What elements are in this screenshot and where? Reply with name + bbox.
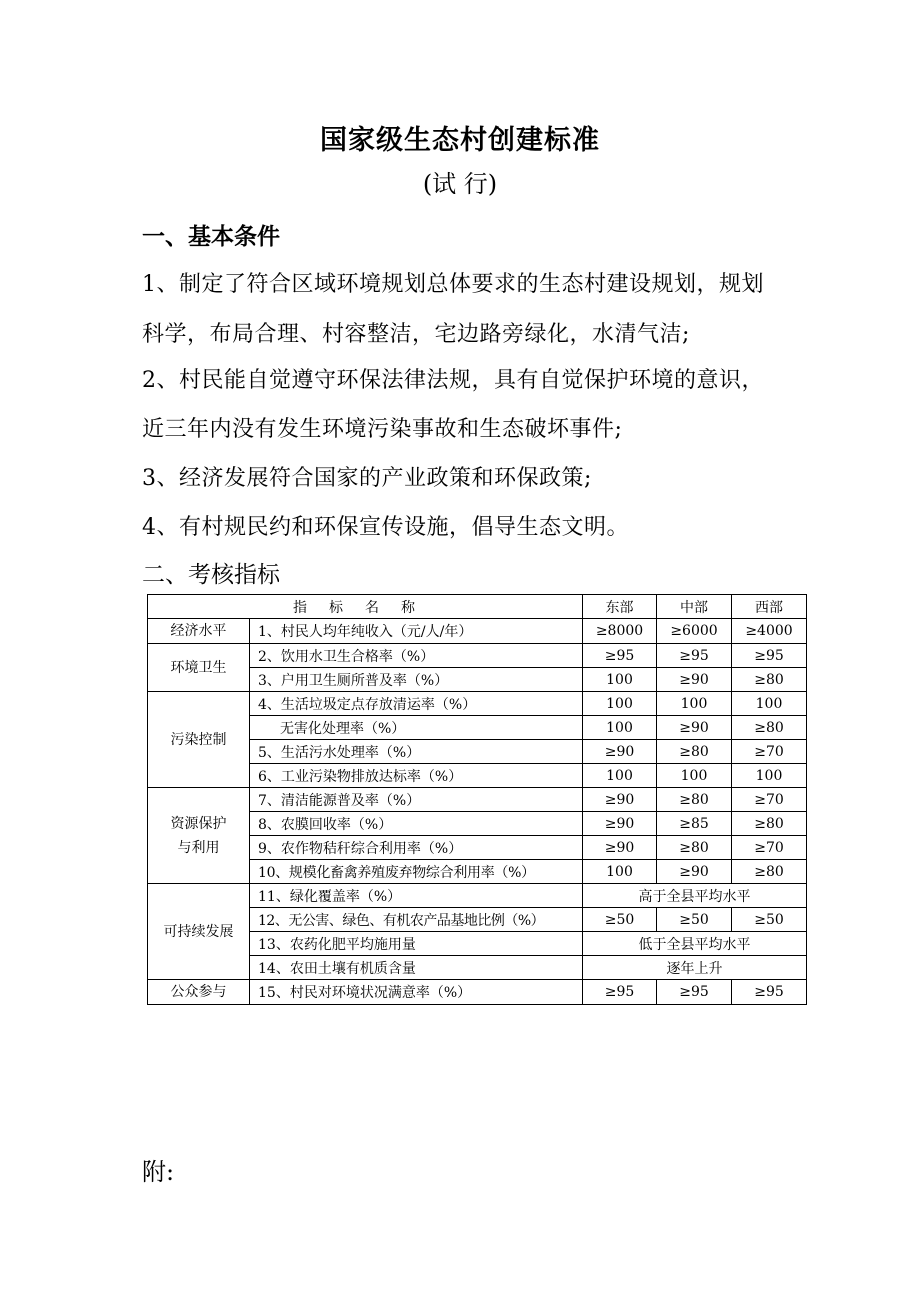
value-west: ≥95 xyxy=(732,980,807,1005)
value-east: 100 xyxy=(583,860,657,884)
value-central: ≥90 xyxy=(657,668,732,692)
table-header-row xyxy=(148,595,807,619)
attachment-label: 附: xyxy=(142,1158,175,1186)
value-central: ≥90 xyxy=(657,716,732,740)
value-west: ≥70 xyxy=(732,740,807,764)
value-west: 100 xyxy=(732,692,807,716)
value-central: ≥90 xyxy=(657,860,732,884)
table-row xyxy=(148,980,807,1005)
value-east: ≥90 xyxy=(583,812,657,836)
indicator-name: 4、生活垃圾定点存放清运率（%） xyxy=(250,692,583,716)
indicator-name: 5、生活污水处理率（%） xyxy=(250,740,583,764)
value-merged: 高于全县平均水平 xyxy=(583,884,807,908)
value-central: ≥95 xyxy=(657,644,732,668)
value-west: ≥50 xyxy=(732,908,807,932)
table-row xyxy=(148,619,807,644)
header-east: 东部 xyxy=(583,595,657,619)
indicator-name: 9、农作物秸秆综合利用率（%） xyxy=(250,836,583,860)
value-merged: 低于全县平均水平 xyxy=(583,932,807,956)
page-title: 国家级生态村创建标准 xyxy=(320,125,600,156)
value-west: ≥70 xyxy=(732,836,807,860)
value-east: ≥8000 xyxy=(583,619,657,644)
value-west: ≥95 xyxy=(732,644,807,668)
table-row xyxy=(148,788,807,812)
table-row xyxy=(148,884,807,908)
page-subtitle: (试 行) xyxy=(422,170,498,198)
indicator-name: 6、工业污染物排放达标率（%） xyxy=(250,764,583,788)
value-east: 100 xyxy=(583,668,657,692)
value-west: ≥80 xyxy=(732,812,807,836)
value-west: ≥80 xyxy=(732,716,807,740)
category-pollution: 污染控制 xyxy=(148,692,250,788)
value-central: ≥6000 xyxy=(657,619,732,644)
value-central: ≥50 xyxy=(657,908,732,932)
value-east: ≥95 xyxy=(583,644,657,668)
indicator-name: 8、农膜回收率（%） xyxy=(250,812,583,836)
indicator-name: 12、无公害、绿色、有机农产品基地比例（%） xyxy=(250,908,583,932)
value-central: ≥80 xyxy=(657,788,732,812)
paragraph-line: 近三年内没有发生环境污染事故和生态破坏事件; xyxy=(142,417,623,442)
value-central: ≥85 xyxy=(657,812,732,836)
indicator-name: 15、村民对环境状况满意率（%） xyxy=(250,980,583,1005)
paragraph-line: 科学，布局合理、村容整洁，宅边路旁绿化，水清气洁; xyxy=(142,322,690,347)
paragraph-line: 2、村民能自觉遵守环保法律法规，具有自觉保护环境的意识， xyxy=(142,368,764,393)
indicator-name: 7、清洁能源普及率（%） xyxy=(250,788,583,812)
category-sanitation: 环境卫生 xyxy=(148,644,250,692)
indicator-name: 3、户用卫生厕所普及率（%） xyxy=(250,668,583,692)
header-west: 西部 xyxy=(732,595,807,619)
header-central: 中部 xyxy=(657,595,732,619)
indicator-name: 无害化处理率（%） xyxy=(250,716,583,740)
value-west: ≥80 xyxy=(732,668,807,692)
value-central: ≥95 xyxy=(657,980,732,1005)
section-heading-indicators: 二、考核指标 xyxy=(142,562,280,588)
value-central: 100 xyxy=(657,764,732,788)
value-central: ≥80 xyxy=(657,740,732,764)
table-row xyxy=(148,644,807,668)
paragraph-line: 1、制定了符合区域环境规划总体要求的生态村建设规划，规划 xyxy=(142,272,764,297)
indicator-name: 11、绿化覆盖率（%） xyxy=(250,884,583,908)
indicator-name: 10、规模化畜禽养殖废弃物综合利用率（%） xyxy=(250,860,583,884)
paragraph-line: 3、经济发展符合国家的产业政策和环保政策; xyxy=(142,466,592,491)
value-east: 100 xyxy=(583,692,657,716)
value-central: 100 xyxy=(657,692,732,716)
value-central: ≥80 xyxy=(657,836,732,860)
category-sustainable: 可持续发展 xyxy=(148,884,250,980)
table-row xyxy=(148,692,807,716)
value-merged: 逐年上升 xyxy=(583,956,807,980)
indicator-name: 14、农田土壤有机质含量 xyxy=(250,956,583,980)
value-west: 100 xyxy=(732,764,807,788)
section-heading-basic-conditions: 一、基本条件 xyxy=(142,223,280,250)
indicator-table xyxy=(147,594,807,1005)
paragraph-line: 4、有村规民约和环保宣传设施，倡导生态文明。 xyxy=(142,515,629,540)
value-west: ≥70 xyxy=(732,788,807,812)
category-participation: 公众参与 xyxy=(148,980,250,1005)
value-west: ≥4000 xyxy=(732,619,807,644)
value-east: 100 xyxy=(583,716,657,740)
value-west: ≥80 xyxy=(732,860,807,884)
value-east: ≥90 xyxy=(583,836,657,860)
indicator-name: 2、饮用水卫生合格率（%） xyxy=(250,644,583,668)
category-resources xyxy=(148,788,250,884)
category-economy: 经济水平 xyxy=(148,619,250,644)
value-east: ≥90 xyxy=(583,740,657,764)
indicator-name: 1、村民人均年纯收入（元/人/年） xyxy=(250,619,583,644)
indicator-name: 13、农药化肥平均施用量 xyxy=(250,932,583,956)
value-east: ≥95 xyxy=(583,980,657,1005)
value-east: ≥90 xyxy=(583,788,657,812)
category-resources-label: 资源保护与利用 xyxy=(170,815,227,856)
value-east: 100 xyxy=(583,764,657,788)
header-indicator-name: 指标名称 xyxy=(148,595,583,619)
value-east: ≥50 xyxy=(583,908,657,932)
